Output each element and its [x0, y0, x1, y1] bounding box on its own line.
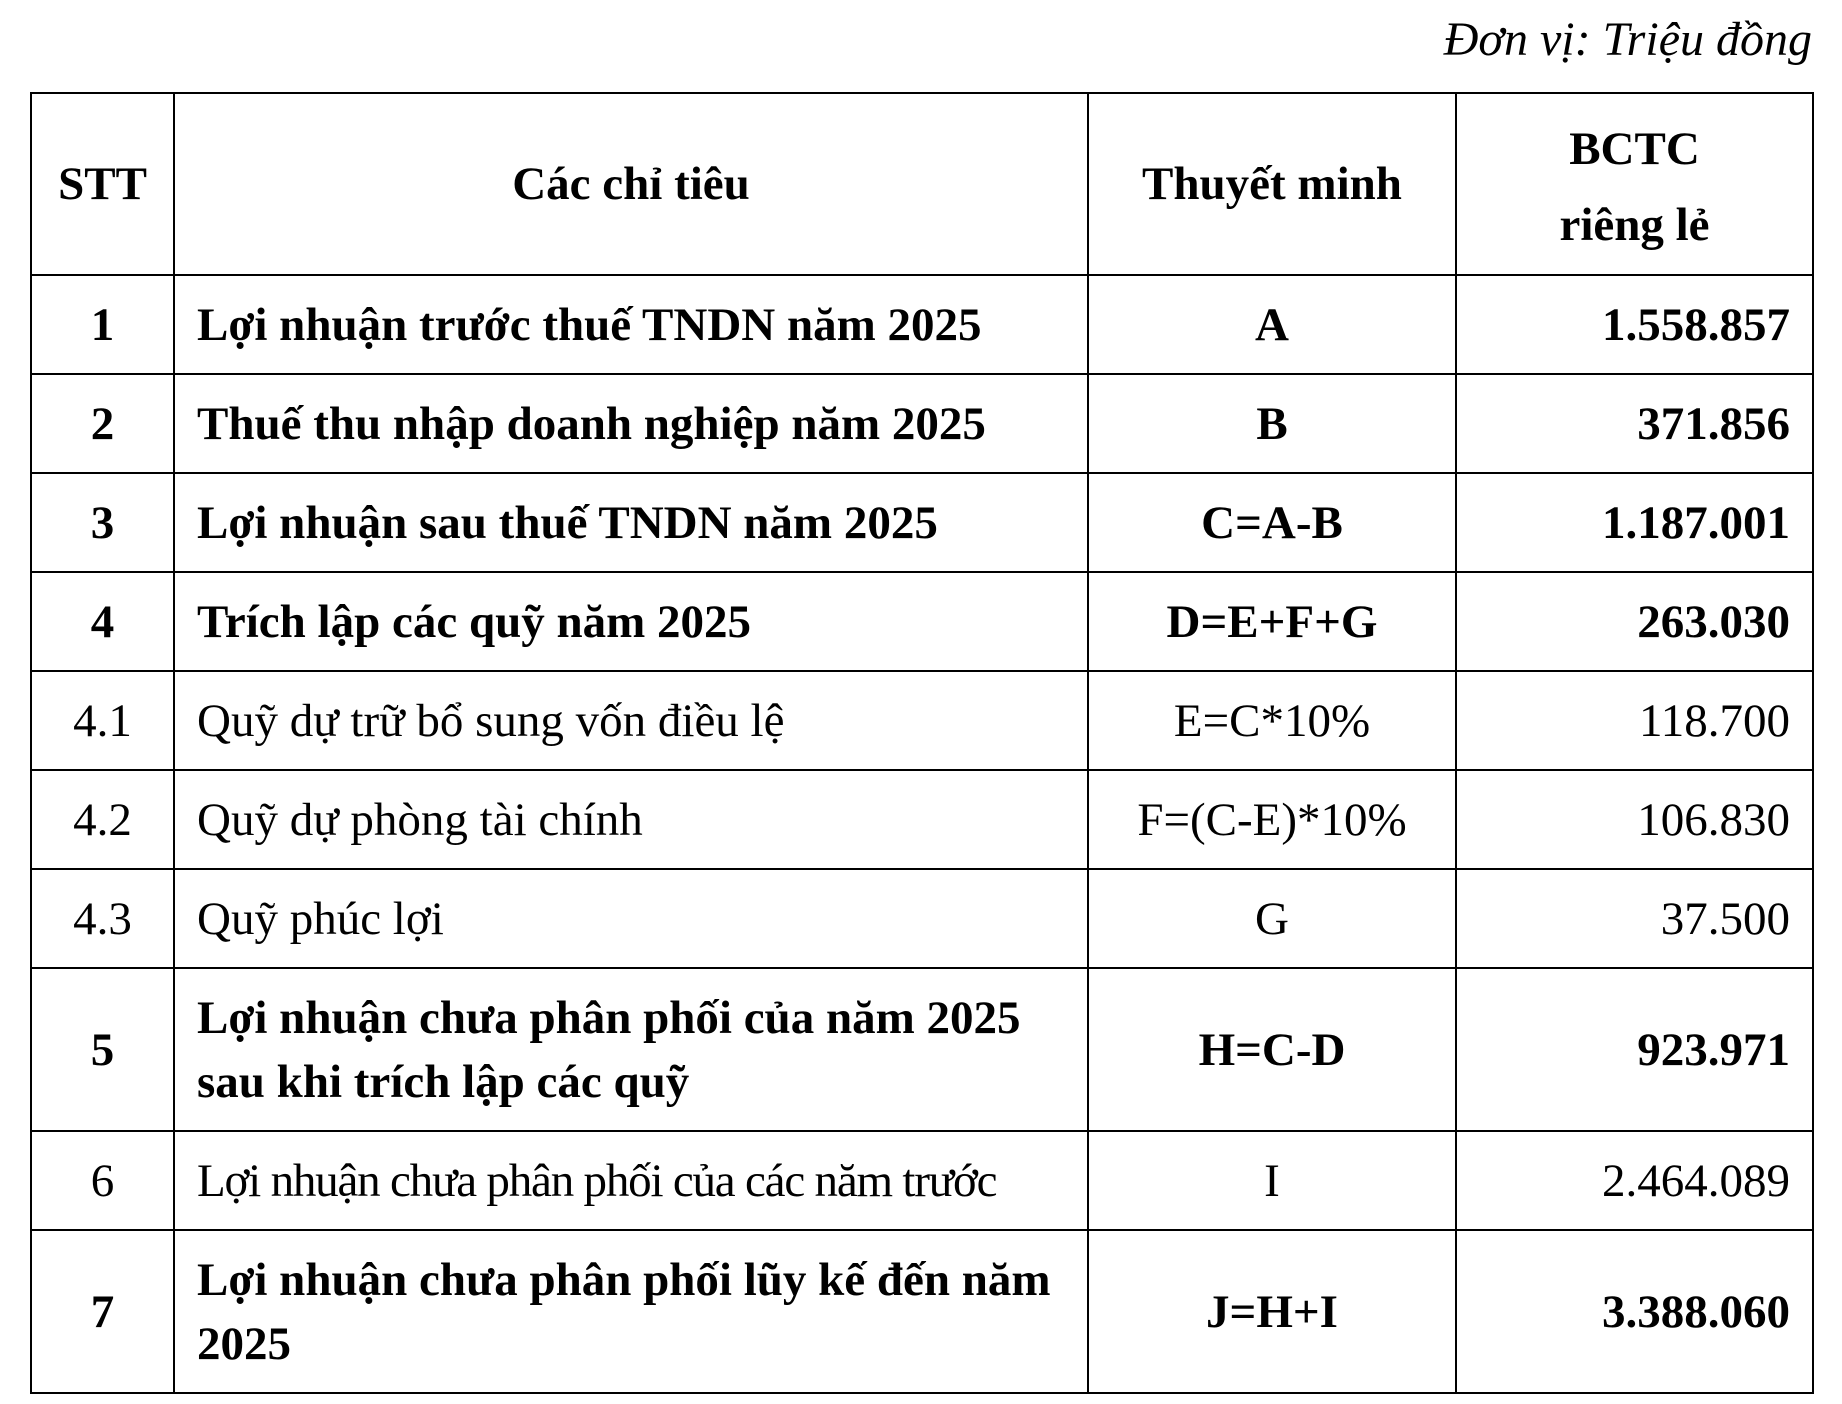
row-stt: 3: [31, 473, 174, 572]
row-note: H=C-D: [1088, 968, 1456, 1131]
table-row: [31, 770, 1813, 869]
row-stt: 6: [31, 1131, 174, 1230]
row-name: Quỹ dự phòng tài chính: [174, 770, 1088, 869]
row-note: J=H+I: [1088, 1230, 1456, 1393]
row-note: B: [1088, 374, 1456, 473]
row-stt: 2: [31, 374, 174, 473]
row-name: Lợi nhuận chưa phân phối của các năm trước: [174, 1131, 1088, 1230]
row-note: C=A-B: [1088, 473, 1456, 572]
row-value: 106.830: [1456, 770, 1813, 869]
table-row: [31, 1230, 1813, 1393]
header-name: Các chỉ tiêu: [174, 93, 1088, 275]
row-name: Quỹ dự trữ bổ sung vốn điều lệ: [174, 671, 1088, 770]
row-name: Thuế thu nhập doanh nghiệp năm 2025: [174, 374, 1088, 473]
row-stt: 4: [31, 572, 174, 671]
table-row: [31, 572, 1813, 671]
table-row: [31, 671, 1813, 770]
row-value: 1.187.001: [1456, 473, 1813, 572]
row-value: 263.030: [1456, 572, 1813, 671]
row-name: Quỹ phúc lợi: [174, 869, 1088, 968]
header-note: Thuyết minh: [1088, 93, 1456, 275]
row-stt: 7: [31, 1230, 174, 1393]
table-row: [31, 1131, 1813, 1230]
row-name: Lợi nhuận trước thuế TNDN năm 2025: [174, 275, 1088, 374]
header-value-line2: riêng lẻ: [1559, 199, 1710, 251]
row-value: 1.558.857: [1456, 275, 1813, 374]
header-stt: STT: [31, 93, 174, 275]
table-row: [31, 275, 1813, 374]
row-value: 2.464.089: [1456, 1131, 1813, 1230]
table-row: [31, 869, 1813, 968]
row-name: Trích lập các quỹ năm 2025: [174, 572, 1088, 671]
row-note: I: [1088, 1131, 1456, 1230]
row-stt: 1: [31, 275, 174, 374]
table-row: [31, 968, 1813, 1131]
table-header-row: [31, 93, 1813, 275]
row-value: 37.500: [1456, 869, 1813, 968]
table-row: [31, 374, 1813, 473]
row-stt: 4.3: [31, 869, 174, 968]
table-row: [31, 473, 1813, 572]
row-stt: 5: [31, 968, 174, 1131]
row-note: D=E+F+G: [1088, 572, 1456, 671]
row-value: 3.388.060: [1456, 1230, 1813, 1393]
row-note: A: [1088, 275, 1456, 374]
row-note: F=(C-E)*10%: [1088, 770, 1456, 869]
row-name: Lợi nhuận chưa phân phối lũy kế đến năm 2025: [174, 1230, 1088, 1393]
unit-note: Đơn vị: Triệu đồng: [1443, 13, 1812, 66]
row-note: E=C*10%: [1088, 671, 1456, 770]
row-name: Lợi nhuận sau thuế TNDN năm 2025: [174, 473, 1088, 572]
row-value: 118.700: [1456, 671, 1813, 770]
header-value: [1456, 93, 1813, 275]
row-stt: 4.1: [31, 671, 174, 770]
header-value-line1: BCTC: [1569, 123, 1700, 175]
row-value: 923.971: [1456, 968, 1813, 1131]
row-value: 371.856: [1456, 374, 1813, 473]
row-note: G: [1088, 869, 1456, 968]
row-name: Lợi nhuận chưa phân phối của năm 2025 sau khi trích lập các quỹ: [174, 968, 1088, 1131]
profit-distribution-table: [30, 92, 1814, 1394]
row-stt: 4.2: [31, 770, 174, 869]
